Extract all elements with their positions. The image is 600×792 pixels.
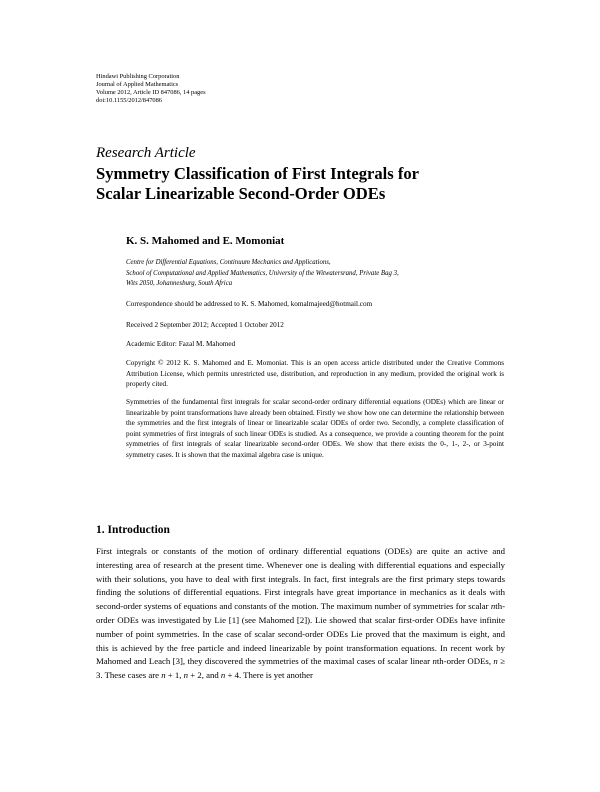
intro-text-1: First integrals or constants of the motion of ordinary differential equations (ODEs) are quite an active and interesting area of research at the present time. Whenever one is dealing with differential equations and especially with their solutions, you have to deal with first integrals. In fact, first integrals are the first primary steps towards finding the solutions of differential equations. First integrals have great importance in mechanics as it deals with second-order systems of equations and constants of the motion. The maximum number of symmetries for scalar	[96, 546, 505, 612]
dates: Received 2 September 2012; Accepted 1 October 2012	[126, 321, 284, 329]
article-type: Research Article	[96, 145, 196, 161]
affiliation-line-2: School of Computational and Applied Mathematics, University of the Witwatersrand, Private Bag 3,	[126, 269, 399, 277]
doi: doi:10.1155/2012/847086	[96, 97, 162, 104]
math-n: n	[161, 670, 166, 681]
math-n: n	[183, 670, 189, 681]
math-n: n	[490, 601, 496, 612]
math-n: n	[493, 656, 498, 667]
intro-text-7: + 4. There is yet another	[225, 670, 313, 681]
intro-text-5: + 1,	[165, 670, 184, 681]
authors: K. S. Mahomed and E. Momoniat	[126, 235, 285, 247]
affiliation-line-3: Wits 2050, Johannesburg, South Africa	[126, 280, 233, 287]
affiliation	[126, 258, 526, 290]
correspondence: Correspondence should be addressed to K. S. Mahomed, komalmajeed@hotmail.com	[126, 300, 373, 308]
math-n: n	[220, 670, 226, 681]
volume-info: Volume 2012, Article ID 847086, 14 pages	[96, 89, 206, 96]
paper-title	[96, 164, 516, 204]
intro-text-6: + 2, and	[188, 670, 221, 681]
affiliation-line-1: Centre for Differential Equations, Continuum Mechanics and Applications,	[126, 259, 331, 266]
title-line-2: Scalar Linearizable Second-Order ODEs	[96, 184, 386, 203]
journal-name: Journal of Applied Mathematics	[96, 81, 179, 88]
publisher: Hindawi Publishing Corporation	[96, 73, 180, 80]
title-line-1: Symmetry Classification of First Integrals for	[96, 164, 420, 183]
introduction-paragraph	[96, 545, 505, 683]
abstract: Symmetries of the fundamental first integrals for scalar second-order ordinary differential equations (ODEs) which are linear or linearizable by point transformations have already been obtained. Firstly we show how one can determine the relationship between the symmetries and the first integrals of linear or linearizable scalar ODEs of order two. Secondly, a complete classification of point symmetries of first integrals of such linear ODEs is studied. As a consequence, we provide a counting theorem for the point symmetries of first integrals of scalar linearizable second-order ODEs. We show that there exists the 0-, 1-, 2-, or 3-point symmetry cases. It is shown that the maximal algebra case is unique.	[126, 398, 504, 459]
intro-text-2: th-order ODEs was investigated by Lie [1] (see Mahomed [2]). Lie showed that scalar first-order ODEs have infinite number of point symmetries. In the case of scalar second-order ODEs Lie proved that the maximum is eight, and this is achieved by the free particle and indeed linearizable by point transformation equations. In recent work by Mahomed and Leach [3], they discovered the symmetries of the maximal cases of scalar linear	[96, 601, 505, 667]
intro-text-3: th-order ODEs,	[436, 656, 494, 667]
copyright: Copyright © 2012 K. S. Mahomed and E. Momoniat. This is an open access article distributed under the Creative Commons Attribution License, which permits unrestricted use, distribution, and reproduction in any medium, provided the original work is properly cited.	[126, 359, 504, 388]
section-heading-introduction: 1. Introduction	[96, 524, 170, 536]
journal-header	[96, 73, 206, 105]
intro-text-4: ≥ 3. These cases are	[96, 656, 505, 681]
math-n: n	[432, 656, 437, 667]
academic-editor: Academic Editor: Fazal M. Mahomed	[126, 340, 236, 348]
